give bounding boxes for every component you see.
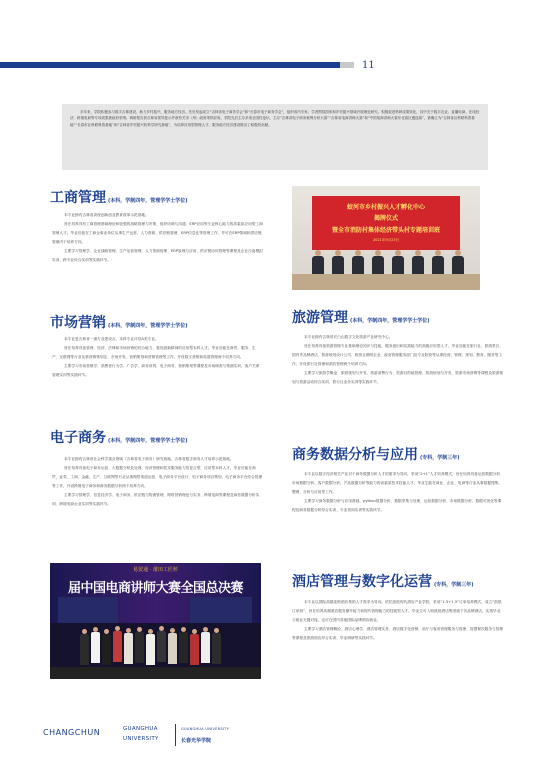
paragraph: 本专业是吉林省一流专业建设点，本科专业评估A类专业。 [64, 337, 159, 341]
banner-line-3: 暨全市消防村集体经济带头村专题培训班 [331, 227, 440, 234]
header-bar [0, 62, 340, 68]
banner-line-2: 揭牌仪式 [373, 215, 398, 222]
paragraph: 主要学习商务数据分析与应用基础、python数据分析、数据采集与处理、运营数据分析、市场数据分析、数据可视化等课程及商务数据分析综合实训、专业顶岗实训等实践环节。 [292, 499, 502, 512]
section-title-text: 酒店管理与数字化运营 [292, 574, 432, 590]
paragraph: 主要学习管理学、企业战略管理、生产运营管理、人力资源管理、ERP原理与应用、供应链协同管理等课程及企业沙盘模拟实训、跨专业综合实训等实践环节。 [52, 249, 263, 262]
footer-city: CHANGCHUN [43, 728, 101, 737]
footer-univ-small: GUANGHUA UNIVERSITY [181, 727, 230, 731]
section-body-marketing [52, 335, 263, 380]
page-number: 11 [362, 60, 375, 71]
header-bar-end [340, 62, 354, 68]
footer-univ-line1: GUANGHUA [123, 726, 158, 732]
section-title-hotel [292, 574, 474, 593]
ceremony-banner [312, 196, 460, 250]
section-body-business-admin [52, 211, 263, 265]
footer-univ-line2: UNIVERSITY [123, 736, 159, 742]
photo-contest-top-text: 易贸通 · 莆田工匠杯 [133, 567, 178, 573]
photo-ecommerce-contest [50, 563, 261, 679]
section-title-text: 旅游管理 [292, 310, 348, 326]
stage-screen-left [58, 597, 118, 623]
footer-divider [175, 724, 176, 746]
paragraph: 旨在培养具有工商管理基础理论和较强的战略管理与决策、组织协调与沟通、ERP应用等专业核心能力的高素质应用型工商管理人才。毕业后能在工商企事业单位从事生产运营、人力资源、供应链管理、ERP信息化等管理工作，并可在ERP领域和供应链管理内干培养方向。 [52, 222, 263, 244]
paragraph: 本专业以国际高端连锁酒店集团人才需求为导向，依托凯悦现代酒店产业学院，采用“1.5+1.5”订单培养模式，成立“凯悦订单班”，旨在培养高端酒店服务操作能力和现代管理能力的技能型人才，毕业生可入职凯悦酒店集团旗下各品牌酒店，实现毕业与就业无缝对接，也可在国内其他国际品牌酒店就业。 [292, 600, 502, 622]
section-body-hotel [292, 598, 504, 643]
ceremony-participants [306, 250, 466, 276]
section-subtitle: (专科，学制三年) [420, 455, 460, 461]
section-title-text: 市场营销 [50, 315, 106, 331]
paragraph: 旨在培养具备旅游管理专业基础理论知识与技能，服务意识和实践能力的高级应用型人才，毕业后能在旅行社、旅游景区、国内外品牌酒店、旅游规划设计公司、旅游互联网企业、政府管理服务部门及专业院校等从事经营、管理、规划、教育、服务等工作，开设旅行社管理和酒店管理两个培养方向。 [292, 344, 504, 366]
section-subtitle: (本科，学制四年，管理学学士学位) [108, 438, 188, 444]
paragraph: 本专业以数字经济相关产业对于商务数据分析人才的需求为导向，采用“2+1”人才培养模式，旨在培养具备运营数据分析、市场数据分析、客户数据分析、产品数据分析等能力的高素质技术技能人才，毕业生能在商业、企业、电商等行业从事数据搜集、整理、分析与应用等工作。 [292, 472, 504, 494]
banner-date: 2021年9月23日 [372, 238, 400, 242]
stage-screen-right [190, 597, 252, 623]
photo-contest-title: 届中国电商讲师大赛全国总决赛 [67, 581, 243, 596]
footer-univ-cn: 长春光华学院 [181, 738, 212, 744]
section-title-business-admin [50, 190, 188, 209]
section-title-text: 工商管理 [50, 190, 106, 206]
intro-text: 多年来，学院积极参与数字吉林建设，助力乡村振兴，服务地方经济。先后发起成立“吉林省电子商务学会”和“长春市电子商务学会”，组织省内专家、学者围绕国家和乡村振兴领域开展理论研究。积极促进科研成果转化，其中关于数字农业、直播电商、在线经济、跨境电商等专项成果被政府采纳。调研报告获吉林省领导批示并被有关市（州）政府采纳应用。学院先后主办多项全国性论坛、主办“吉林省电子商务案例分析大赛”“吉林省电商讲师大赛”和“中国电商讲师大赛东北赛区遴选赛”，被确立为“吉林省社科联科普基地”“长春市社科联科普基地”和“吉林省乡村振兴软科学研究基地”，为培养应用型管理人才、服务地方经济建设做出了积极的贡献。 [70, 110, 480, 127]
photo-rural-talent-ceremony [292, 186, 480, 290]
section-body-business-data [292, 470, 504, 515]
paragraph: 本专业拥有吉林省高校创新创业教育改革示范基地。 [64, 213, 149, 217]
section-title-marketing [50, 315, 188, 334]
banner-line-1: 蛟河市乡村振兴人才孵化中心 [346, 204, 425, 211]
section-title-tourism [292, 310, 430, 329]
paragraph: 主要学习市场营销学、消费者行为学、广告学、商务谈判、电子商务、营销策划等课程及市场调查与预测实训、客户关系管理实训等实践环节。 [52, 364, 260, 377]
section-title-business-data [292, 447, 460, 466]
paragraph: 主要学习酒店管理概论、酒店心理学、酒店管理实务、酒店数字化营销、前厅与客房管理服务与管理、智慧餐饮服务与管理等课程及旅游饭店综合实训、毕业调研等实践环节。 [292, 627, 504, 640]
paragraph: 主要学习旅游学概论、旅游规划与开发、旅游消费行为、旅游目的地管理、旅游规划与开发、旅游市场营销等课程及旅游规划与旅游活动综合实训、旅行社业务实训等实践环节。 [292, 371, 504, 384]
stage-floor [50, 667, 261, 679]
paragraph: 本专业拥有吉林省长白山数字文化旅游产业研究中心。 [304, 335, 393, 339]
paragraph: 旨在培养具备管理、经济、法律和市场营销的综合能力，重视创新精神的应用型本科人才。毕业后能在商贸、服务、生产、互联网等行业从事营销策划定、市场开发、营销策划和营销管理等工作，开设数字营销和渠道管理两个培养方向。 [52, 346, 256, 359]
section-title-text: 商务数据分析与应用 [292, 447, 418, 463]
section-body-ecommerce [52, 455, 263, 509]
paragraph: 主要学习管理学、信息经济学、电子商务、供应链与物流管理、网络营销理论与实务、跨境电商等课程及商务数据分析实训、跨境电商企业实训等实践环节。 [52, 493, 260, 506]
winners-group [80, 621, 230, 671]
section-title-text: 电子商务 [50, 430, 106, 446]
ceremony-table [292, 274, 480, 290]
section-subtitle: (专科，学制三年) [434, 582, 474, 588]
section-subtitle: (本科，学制四年，管理学学士学位) [108, 198, 188, 204]
section-subtitle: (本科，学制四年，管理学学士学位) [350, 318, 430, 324]
paragraph: 本专业拥有吉林省社会科学重点领域（吉林省电子商务）研究基地，吉林省数字商务人才培养示范基地。 [64, 457, 234, 461]
section-subtitle: (本科，学制四年，管理学学士学位) [108, 323, 188, 329]
paragraph: 旨在培养具备电子商务运营、大数据分析及处理、经济管理和技术服务能力的复合型、应用型本科人才。毕业后能在商贸、证券、工商、金融、生产、互联网等行业从事网络渠道运营、电子商务平台设计、电子商务项目策划、电子商务平台综合管理等工作，开设跨境电子商务和商务数据分析两个培养方向。 [52, 466, 263, 488]
intro-box [62, 104, 488, 170]
section-title-ecommerce [50, 430, 188, 449]
section-body-tourism [292, 333, 504, 387]
